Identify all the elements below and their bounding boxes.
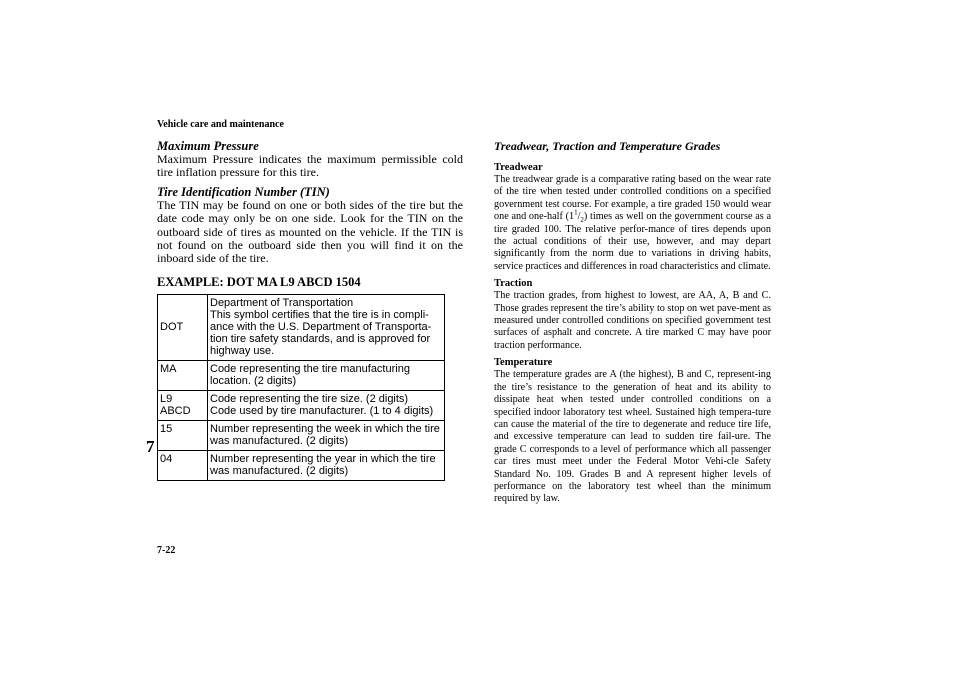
table-row — [158, 294, 445, 360]
section-header: Vehicle care and maintenance — [157, 119, 284, 130]
page-number: 7-22 — [157, 545, 176, 556]
table-row — [158, 420, 445, 450]
table-cell-code: MA — [158, 360, 208, 390]
table-row — [158, 360, 445, 390]
chapter-number: 7 — [146, 437, 155, 456]
table-cell-code: 04 — [158, 450, 208, 480]
table-cell-desc: Department of Transportation This symbol certifies that the tire is in compli-ance with the U.S. Department of Transporta-tion tire safety standards, and is approved for highway use. — [208, 294, 445, 360]
table-cell-code: DOT — [158, 294, 208, 360]
table-row — [158, 390, 445, 420]
treadwear-text-part: ) times as well on the government course as a tire graded 100. The relative perfor-mance of tires depends upon the actual conditions of their use, however, and may depart significantly from the norm due to variations in driving habits, service practices and differences in road characteristics and climate. — [494, 211, 771, 272]
left-column — [157, 139, 463, 481]
treadwear-text: The treadwear grade is a comparative rating based on the wear rate of the tire when tested under controlled conditions on a specified government test course. For example, a tire graded 150 would wear one and one-half $(1^1/_2)$ times as well on the government course as a tire graded 100. The relative perfor-mance of tires depends upon the actual conditions of their use, however, and may depart significantly from the norm due to variations in driving habits, service practices and differences in road characteristics and climate. — [494, 174, 771, 272]
fraction-numerator: 1 — [574, 208, 578, 217]
max-pressure-heading: Maximum Pressure — [157, 139, 259, 153]
right-column — [494, 139, 771, 506]
grades-heading: Treadwear, Traction and Temperature Grades — [494, 139, 721, 153]
table-cell-desc: Code representing the tire size. (2 digits) Code used by tire manufacturer. (1 to 4 digits) — [208, 390, 445, 420]
table-row — [158, 450, 445, 480]
example-heading: EXAMPLE: DOT MA L9 ABCD 1504 — [157, 274, 361, 289]
tin-text: The TIN may be found on one or both sides of the tire but the date code may only be on one side. Look for the TIN on the outboard side of tires as mounted on the vehicle. If the TIN is not found on the outboard side then you will find it on the inboard side of the tire. — [157, 197, 463, 266]
tin-table — [157, 294, 445, 481]
table-cell-code: 15 — [158, 420, 208, 450]
max-pressure-text: Maximum Pressure indicates the maximum permissible cold tire inflation pressure for this tire. — [157, 152, 463, 180]
table-cell-desc: Code representing the tire manufacturing location. (2 digits) — [208, 360, 445, 390]
table-cell-desc: Number representing the week in which the tire was manufactured. (2 digits) — [208, 420, 445, 450]
table-cell-code: L9 ABCD — [158, 390, 208, 420]
tin-heading: Tire Identification Number (TIN) — [157, 184, 330, 199]
treadwear-subheading: Treadwear — [494, 162, 543, 173]
treadwear-text-part: The treadwear grade is a comparative rating based on the wear rate of the tire when tested under controlled conditions on a specified government test course. For example, a tire graded 150 would wear one and one-half (1 — [494, 174, 771, 223]
traction-text: The traction grades, from highest to lowest, are AA, A, B and C. Those grades represent the tire’s ability to stop on wet pave-ment as measured under controlled conditions on specified government test surfaces of asphalt and concrete. A tire marked C may have poor traction performance. — [494, 290, 771, 351]
temperature-subheading: Temperature — [494, 357, 553, 369]
traction-subheading: Traction — [494, 278, 533, 290]
fraction-denominator: 2 — [580, 216, 584, 225]
table-cell-desc: Number representing the year in which the tire was manufactured. (2 digits) — [208, 450, 445, 480]
temperature-text: The temperature grades are A (the highest), B and C, represent-ing the tire’s resistance to the generation of heat and its ability to dissipate heat when tested under controlled conditions on a specified indoor laboratory test wheel. Sustained high tempera-ture can cause the material of the tire to degenerate and reduce tire life, and excessive temperature can lead to sudden tire fail-ure. The grade C corresponds to a level of performance which all passenger car tires must meet under the Federal Motor Vehi-cle Safety Standard No. 109. Grades B and A represent higher levels of performance on the laboratory test wheel than the minimum required by law. — [494, 369, 771, 505]
